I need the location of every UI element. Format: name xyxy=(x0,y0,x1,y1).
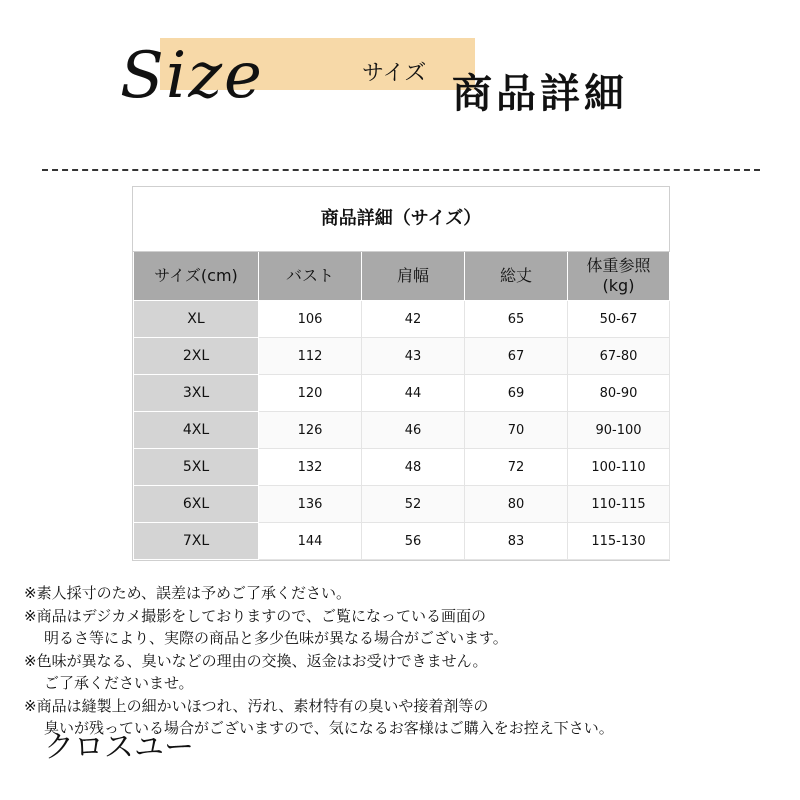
shoulder-cell: 48 xyxy=(362,449,465,486)
weight-cell: 80-90 xyxy=(568,375,670,412)
weight-cell: 110-115 xyxy=(568,486,670,523)
bust-cell: 126 xyxy=(259,412,362,449)
table-row xyxy=(134,338,670,375)
dashed-divider xyxy=(42,169,760,171)
weight-cell: 115-130 xyxy=(568,523,670,560)
page-title: 商品詳細 xyxy=(452,70,628,117)
length-cell: 65 xyxy=(465,301,568,338)
size-chart xyxy=(133,252,670,560)
size-cell: 2XL xyxy=(134,338,259,375)
note-line: ※色味が異なる、臭いなどの理由の交換、返金はお受けできません。 xyxy=(24,651,488,670)
column-header-weight: 体重参照 (kg) xyxy=(568,252,670,301)
shoulder-cell: 46 xyxy=(362,412,465,449)
shoulder-cell: 42 xyxy=(362,301,465,338)
bust-cell: 144 xyxy=(259,523,362,560)
notes-block xyxy=(24,582,794,740)
bust-cell: 112 xyxy=(259,338,362,375)
note-line: 臭いが残っている場合がございますので、気になるお客様はご購入をお控え下さい。 xyxy=(44,719,614,737)
note-line: ※素人採寸のため、誤差は予めご了承ください。 xyxy=(24,584,351,602)
shoulder-cell: 44 xyxy=(362,375,465,412)
note-line: 明るさ等により、実際の商品と多少色味が異なる場合がございます。 xyxy=(44,629,508,647)
table-row xyxy=(134,449,670,486)
shoulder-cell: 43 xyxy=(362,338,465,375)
table-row xyxy=(134,375,670,412)
bust-cell: 132 xyxy=(259,449,362,486)
size-cell: 3XL xyxy=(134,375,259,412)
length-cell: 72 xyxy=(465,449,568,486)
shoulder-cell: 56 xyxy=(362,523,465,560)
note-line: ご了承くださいませ。 xyxy=(44,674,194,692)
column-header-length: 総丈 xyxy=(465,252,568,301)
bust-cell: 106 xyxy=(259,301,362,338)
weight-cell: 50-67 xyxy=(568,301,670,338)
size-kana-title: サイズ xyxy=(362,61,427,86)
table-row xyxy=(134,486,670,523)
length-cell: 83 xyxy=(465,523,568,560)
size-cell: 4XL xyxy=(134,412,259,449)
brand-name: クロスユー xyxy=(44,730,194,765)
length-cell: 80 xyxy=(465,486,568,523)
shoulder-cell: 52 xyxy=(362,486,465,523)
size-cell: 6XL xyxy=(134,486,259,523)
column-header-size: サイズ(cm) xyxy=(134,252,259,301)
table-row xyxy=(134,301,670,338)
weight-cell: 90-100 xyxy=(568,412,670,449)
note-line: ※商品はデジカメ撮影をしておりますので、ご覧になっている画面の xyxy=(24,606,486,625)
table-header-row xyxy=(134,252,670,301)
note-line: ※商品は縫製上の細かいほつれ、汚れ、素材特有の臭いや接着剤等の xyxy=(24,696,489,715)
length-cell: 69 xyxy=(465,375,568,412)
column-header-shoulder: 肩幅 xyxy=(362,252,465,301)
table-row xyxy=(134,523,670,560)
size-cell: XL xyxy=(134,301,259,338)
bust-cell: 120 xyxy=(259,375,362,412)
table-title: 商品詳細（サイズ） xyxy=(133,187,669,252)
weight-cell: 67-80 xyxy=(568,338,670,375)
length-cell: 70 xyxy=(465,412,568,449)
size-table xyxy=(132,186,670,561)
size-cell: 7XL xyxy=(134,523,259,560)
weight-cell: 100-110 xyxy=(568,449,670,486)
size-script-title: Size xyxy=(120,39,264,113)
length-cell: 67 xyxy=(465,338,568,375)
column-header-bust: バスト xyxy=(259,252,362,301)
size-cell: 5XL xyxy=(134,449,259,486)
table-row xyxy=(134,412,670,449)
bust-cell: 136 xyxy=(259,486,362,523)
